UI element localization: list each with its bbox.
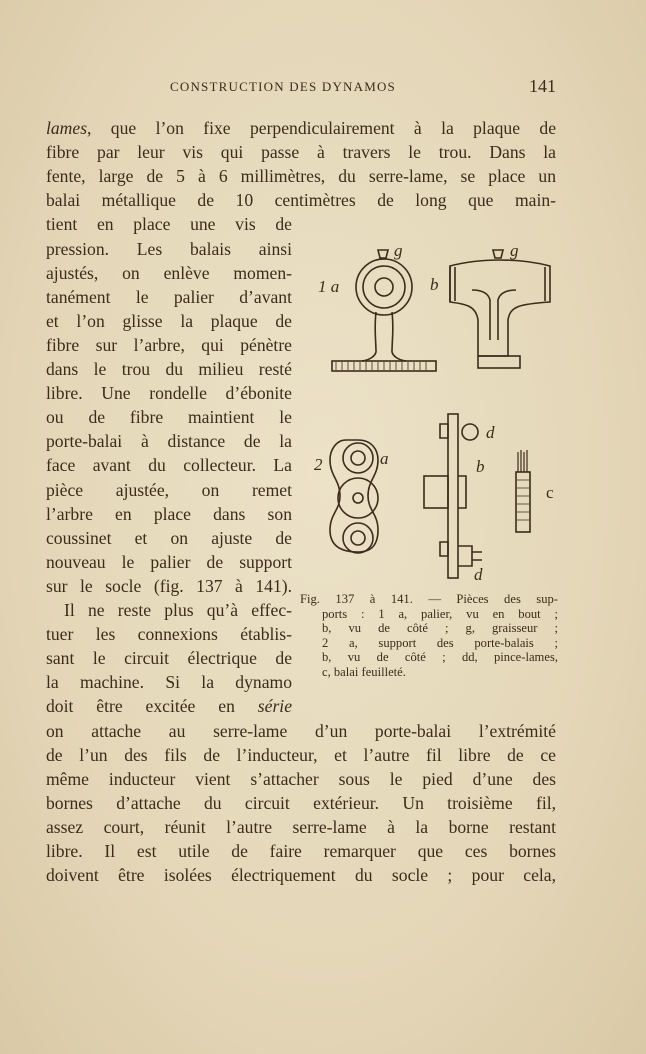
text-line: même inducteur vient s’attacher sous le pied d’une des <box>46 768 556 789</box>
text-line: porte-balai à distance de la <box>46 431 292 452</box>
text-line: doivent être isolées électriquement du socle ; pour cela, <box>46 865 556 886</box>
text-line: tuer les connexions établis- <box>46 624 292 645</box>
text-line: lames, que l’on fixe perpendiculairement à la plaque de <box>46 118 556 138</box>
page-header <box>46 76 556 98</box>
laminated-brush-drawing <box>516 450 530 532</box>
bearing-side-view-drawing <box>450 250 550 368</box>
text-line: tient en place une vis de <box>46 214 292 235</box>
text-line: sur le socle (fig. 137 à 141). <box>46 575 292 596</box>
label-2: 2 <box>314 455 323 474</box>
italic-term: lames <box>46 118 88 138</box>
caption-line: c, balai feuilleté. <box>322 664 406 679</box>
text-line: doit être excitée en série <box>46 696 292 717</box>
label-d: d <box>474 565 483 580</box>
figure-brush-holder-parts <box>300 240 560 580</box>
text-line: pression. Les balais ainsi <box>46 238 292 259</box>
page-number: 141 <box>529 76 556 96</box>
bearing-end-view-drawing <box>332 250 436 371</box>
text-line: nouveau le palier de support <box>46 551 292 572</box>
text-line: tanément le palier d’avant <box>46 286 292 307</box>
text-line: face avant du collecteur. La <box>46 455 292 476</box>
brush-holder-support-drawing <box>330 440 378 553</box>
text-line: la machine. Si la dynamo <box>46 672 292 693</box>
caption-line: ports : 1 a, palier, vu en bout ; <box>322 606 558 621</box>
label-c: c <box>546 483 554 502</box>
text-line: l’arbre en place dans son <box>46 503 292 524</box>
running-title: CONSTRUCTION DES DYNAMOS <box>170 79 396 94</box>
label-d: d <box>486 423 495 442</box>
italic-term: série <box>257 696 292 717</box>
text-line: fente, large de 5 à 6 millimètres, du serre-lame, se place un <box>46 166 556 187</box>
text-line: balai métallique de 10 centimètres de long que main- <box>46 190 556 211</box>
label-1a: 1 a <box>318 277 340 296</box>
label-b: b <box>476 457 485 476</box>
caption-line: b, vu de côté ; g, graisseur ; <box>322 621 558 635</box>
text-line: libre. Il est utile de faire remarquer que ces bornes <box>46 841 556 861</box>
label-g: g <box>510 241 519 260</box>
text-line: assez court, réunit l’autre serre-lame à la borne restant <box>46 816 556 837</box>
text-line: ou de fibre maintient le <box>46 407 292 428</box>
label-b: b <box>430 275 439 294</box>
text-line: fibre sur l’arbre, qui pénètre <box>46 334 292 355</box>
text-line: sant le circuit électrique de <box>46 648 292 669</box>
text-line: et l’on glisse la plaque de <box>46 310 292 331</box>
text-line: bornes d’attache du circuit extérieur. Un troisième fil, <box>46 792 556 813</box>
label-g: g <box>394 241 403 260</box>
text-line: dans le trou du milieu resté <box>46 359 292 379</box>
text-line: fibre par leur vis qui passe à travers le trou. Dans la <box>46 142 556 163</box>
caption-line: Fig. 137 à 141. — Pièces des sup- <box>300 592 558 606</box>
text-line: Il ne reste plus qu’à effec- <box>64 600 292 620</box>
label-a: a <box>380 449 389 468</box>
text-line: de l’un des fils de l’inducteur, et l’autre fil libre de ce <box>46 744 556 765</box>
caption-line: 2 a, support des porte-balais ; <box>322 635 558 650</box>
text-line: ajustés, on enlève momen- <box>46 262 292 283</box>
caption-line: b, vu de côté ; dd, pince-lames, <box>322 650 558 664</box>
figure-caption <box>300 592 558 679</box>
text-line: on attache au serre-lame d’un porte-balai l’extrémité <box>46 720 556 741</box>
text-line: libre. Une rondelle d’ébonite <box>46 383 292 404</box>
text-line: pièce ajustée, on remet <box>46 479 292 500</box>
text-line: coussinet et on ajuste de <box>46 527 292 548</box>
brush-holder-side-view-drawing <box>424 414 482 578</box>
